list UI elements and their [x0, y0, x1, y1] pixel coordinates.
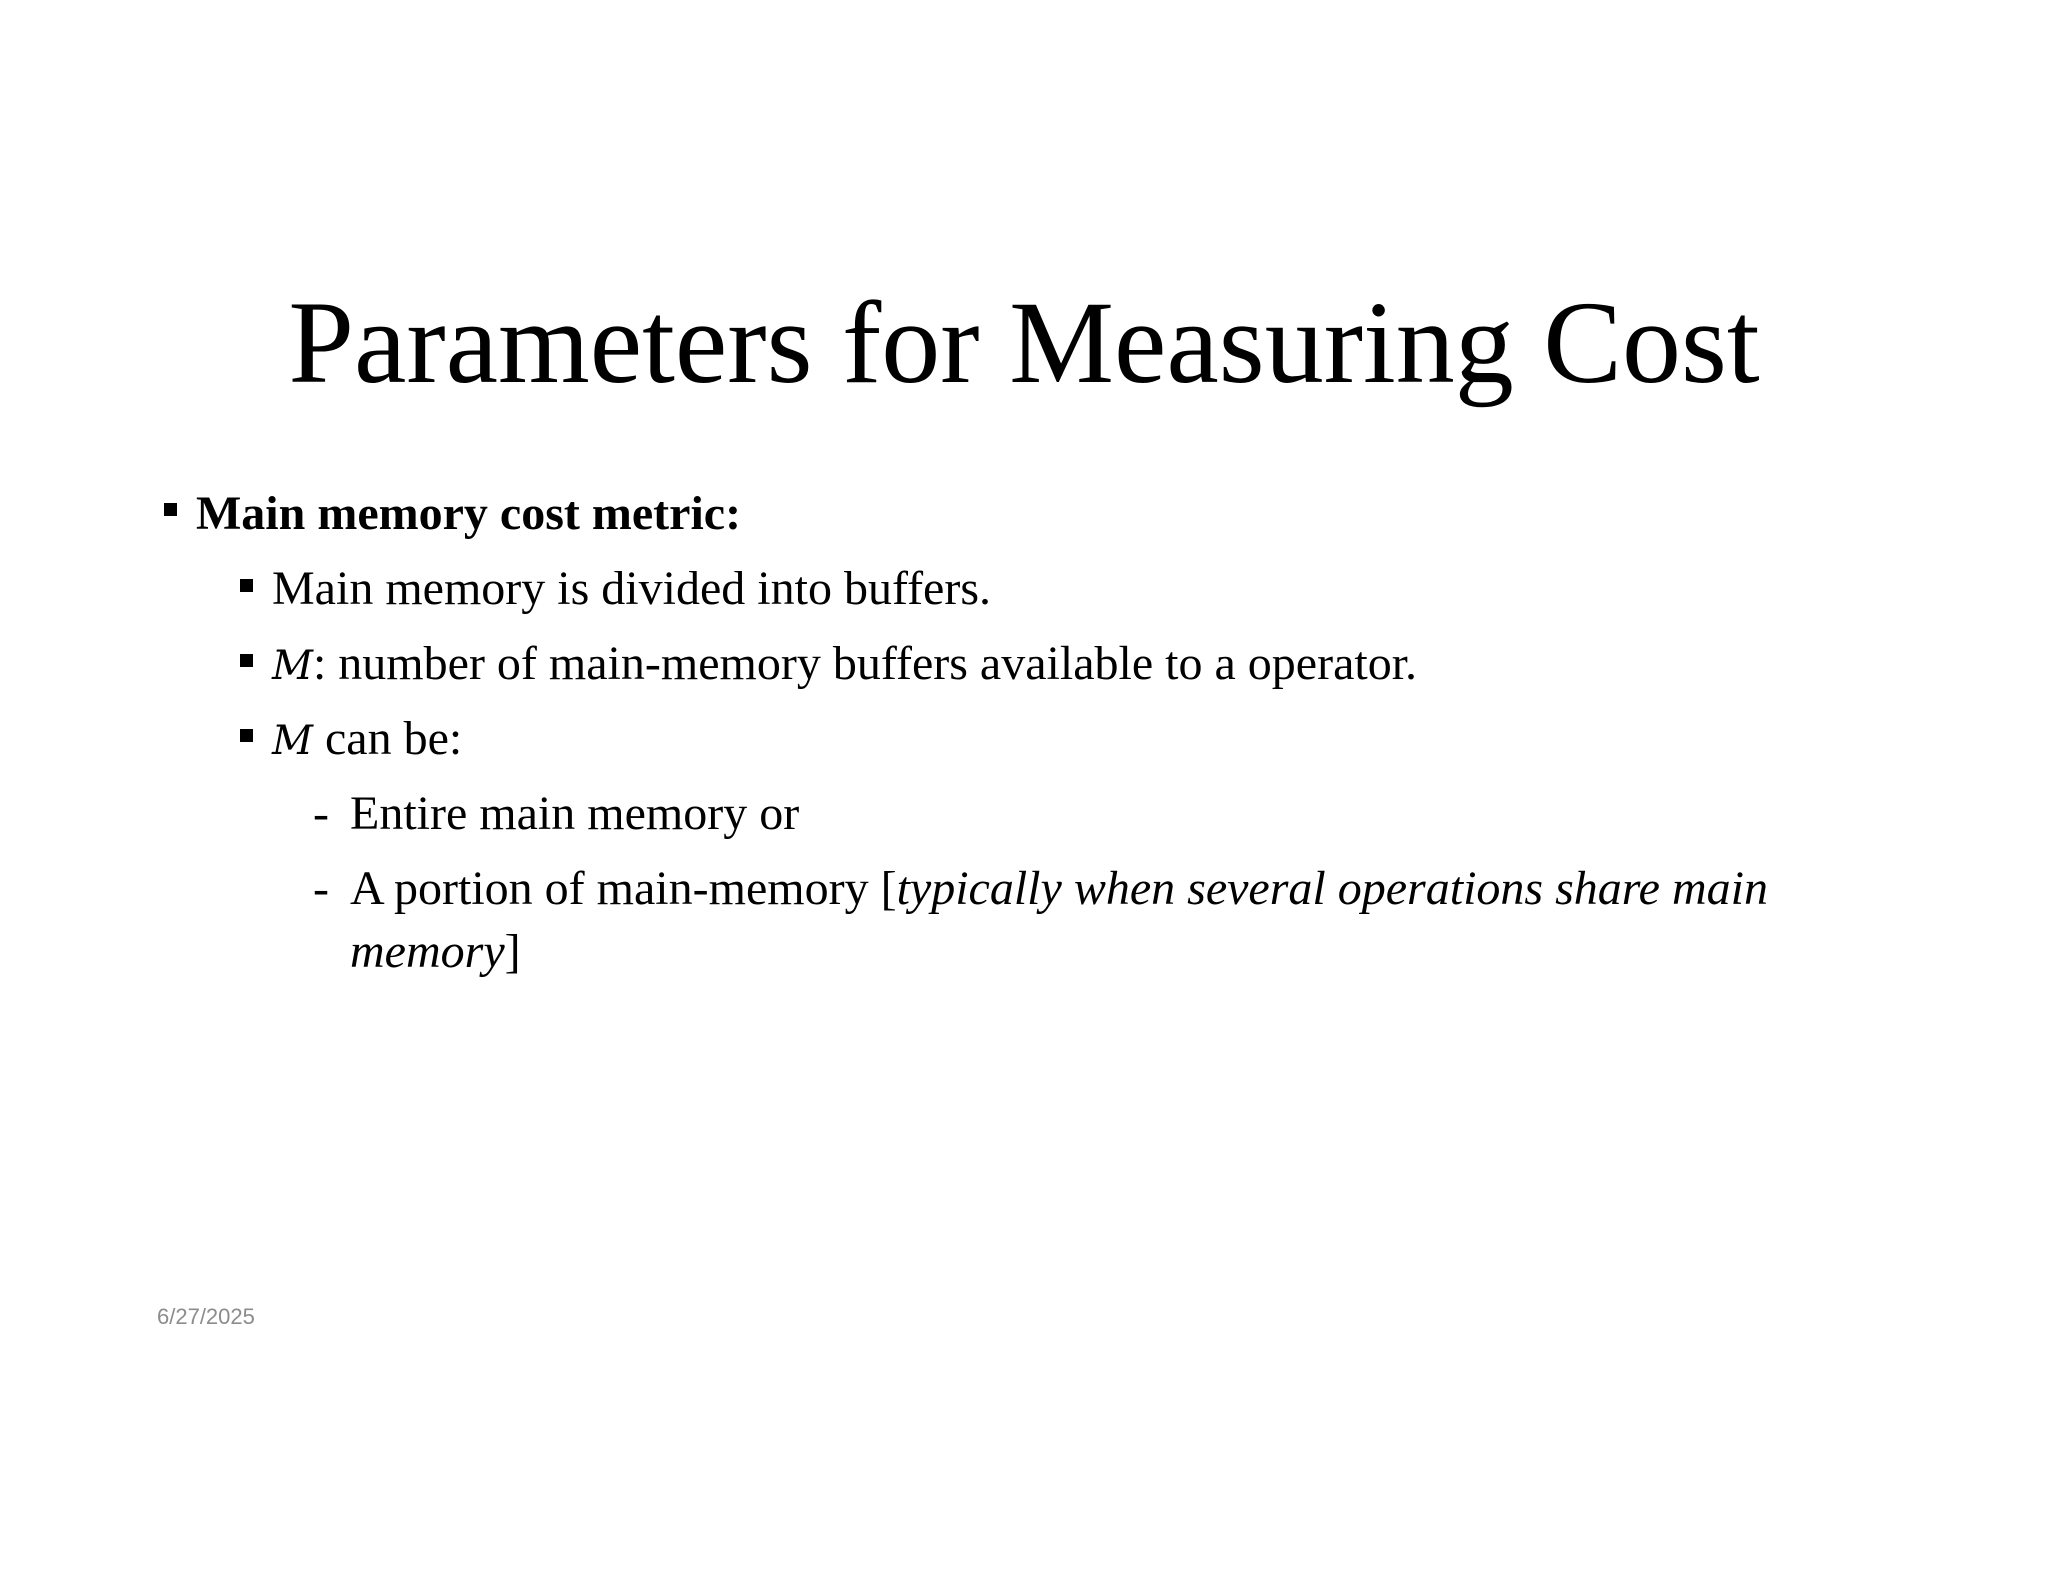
- bullet-item-2-text: : number of main-memory buffers available to a operator.: [312, 637, 1418, 690]
- dash-bullet: -: [313, 862, 329, 915]
- variable-m: M: [272, 718, 313, 764]
- dash-item-2-italic: typically when several operations share main: [896, 862, 1768, 915]
- dash-item-2: [350, 859, 1768, 919]
- bullet-item-2: [272, 634, 1417, 696]
- dash-item-2-plain: A portion of main-memory [: [350, 862, 897, 915]
- square-bullet-icon: [240, 654, 253, 667]
- dash-item-1: Entire main memory or: [350, 787, 800, 840]
- dash-item-2-continued: [350, 922, 521, 982]
- square-bullet-icon: [164, 503, 177, 516]
- bullet-item-3: [272, 709, 462, 771]
- square-bullet-icon: [240, 579, 253, 592]
- dash-item-2-close: ]: [504, 925, 521, 978]
- footer-date: 6/27/2025: [157, 1304, 255, 1329]
- variable-m: M: [272, 643, 313, 689]
- bullet-heading: Main memory cost metric:: [196, 487, 742, 540]
- dash-bullet: -: [313, 787, 329, 840]
- square-bullet-icon: [240, 729, 253, 742]
- dash-item-2-italic-end: memory: [350, 925, 505, 978]
- bullet-item-3-text: can be:: [312, 712, 463, 765]
- slide-title: Parameters for Measuring Cost: [288, 277, 1760, 408]
- bullet-item-1: Main memory is divided into buffers.: [272, 562, 992, 615]
